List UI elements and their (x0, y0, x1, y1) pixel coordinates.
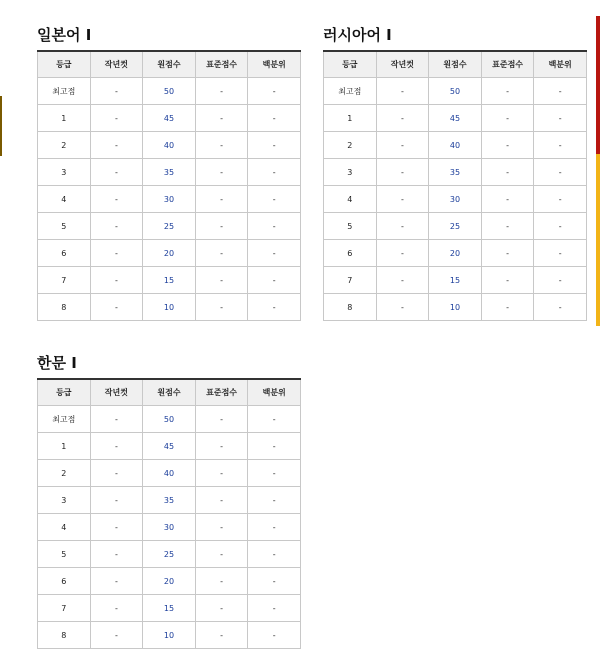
cell-percentile: - (248, 159, 301, 186)
cell-last-year-cut: - (376, 105, 429, 132)
cell-standard-score: - (195, 433, 248, 460)
cell-standard-score: - (195, 159, 248, 186)
cell-raw-score: 30 (143, 186, 196, 213)
cell-raw-score: 15 (143, 267, 196, 294)
cell-percentile: - (248, 186, 301, 213)
cell-percentile: - (534, 267, 587, 294)
table-row (38, 186, 301, 213)
grade-table (37, 50, 301, 321)
cell-standard-score: - (195, 460, 248, 487)
cell-raw-score: 15 (143, 595, 196, 622)
cell-last-year-cut: - (376, 159, 429, 186)
table-row (324, 132, 587, 159)
cell-standard-score: - (481, 213, 534, 240)
section-title: 러시아어 I (323, 26, 392, 44)
cell-last-year-cut: - (90, 406, 143, 433)
cell-percentile: - (534, 105, 587, 132)
cell-percentile: - (534, 78, 587, 105)
side-banner-red (596, 16, 600, 154)
page-edge-decoration (0, 96, 2, 156)
cell-standard-score: - (195, 568, 248, 595)
cell-standard-score: - (195, 294, 248, 321)
cell-raw-score: 25 (429, 213, 482, 240)
cell-standard-score: - (481, 159, 534, 186)
cell-percentile: - (534, 213, 587, 240)
cell-grade: 1 (38, 433, 91, 460)
cell-percentile: - (534, 240, 587, 267)
table-row (38, 132, 301, 159)
cell-percentile: - (248, 132, 301, 159)
cell-standard-score: - (481, 294, 534, 321)
cell-raw-score: 45 (143, 105, 196, 132)
column-header-standard-score: 표준점수 (195, 51, 248, 78)
cell-last-year-cut: - (376, 186, 429, 213)
cell-standard-score: - (481, 267, 534, 294)
section-title: 한문 I (37, 354, 77, 372)
grade-table (37, 378, 301, 649)
cell-grade: 3 (324, 159, 377, 186)
cell-grade: 8 (38, 294, 91, 321)
cell-grade: 5 (324, 213, 377, 240)
cell-grade: 최고점 (38, 406, 91, 433)
table-header-row (38, 379, 301, 406)
cell-grade: 3 (38, 487, 91, 514)
cell-last-year-cut: - (90, 132, 143, 159)
cell-last-year-cut: - (376, 294, 429, 321)
table-row (38, 595, 301, 622)
cell-percentile: - (248, 406, 301, 433)
cell-raw-score: 10 (143, 622, 196, 649)
table-row (38, 213, 301, 240)
cell-last-year-cut: - (376, 132, 429, 159)
table-row (38, 105, 301, 132)
table-row (324, 267, 587, 294)
table-row (38, 240, 301, 267)
cell-raw-score: 50 (143, 406, 196, 433)
cell-last-year-cut: - (90, 568, 143, 595)
table-row (38, 568, 301, 595)
table-row (324, 240, 587, 267)
cell-raw-score: 25 (143, 213, 196, 240)
cell-raw-score: 50 (429, 78, 482, 105)
cell-grade: 5 (38, 213, 91, 240)
grade-table (323, 50, 587, 321)
cell-last-year-cut: - (90, 159, 143, 186)
cell-percentile: - (534, 294, 587, 321)
cell-percentile: - (534, 186, 587, 213)
cell-standard-score: - (195, 78, 248, 105)
section-title: 일본어 I (37, 26, 92, 44)
cell-raw-score: 40 (143, 460, 196, 487)
cell-standard-score: - (481, 240, 534, 267)
cell-standard-score: - (195, 105, 248, 132)
cell-standard-score: - (195, 240, 248, 267)
cell-percentile: - (248, 213, 301, 240)
cell-grade: 4 (38, 514, 91, 541)
cell-last-year-cut: - (376, 213, 429, 240)
table-row (38, 159, 301, 186)
cell-raw-score: 20 (143, 240, 196, 267)
cell-raw-score: 40 (143, 132, 196, 159)
cell-raw-score: 45 (429, 105, 482, 132)
cell-percentile: - (248, 78, 301, 105)
cell-last-year-cut: - (90, 186, 143, 213)
cell-last-year-cut: - (90, 622, 143, 649)
cell-grade: 8 (38, 622, 91, 649)
cell-standard-score: - (481, 186, 534, 213)
table-row (38, 406, 301, 433)
cell-percentile: - (248, 514, 301, 541)
cell-grade: 최고점 (324, 78, 377, 105)
cell-raw-score: 10 (143, 294, 196, 321)
table-header-row (38, 51, 301, 78)
column-header-last-year-cut: 작년컷 (376, 51, 429, 78)
cell-last-year-cut: - (90, 78, 143, 105)
column-header-standard-score: 표준점수 (481, 51, 534, 78)
cell-standard-score: - (195, 406, 248, 433)
cell-last-year-cut: - (90, 433, 143, 460)
section-japanese (37, 24, 301, 321)
cell-percentile: - (248, 294, 301, 321)
table-row (38, 541, 301, 568)
cell-grade: 2 (38, 460, 91, 487)
table-row (38, 78, 301, 105)
cell-last-year-cut: - (90, 105, 143, 132)
cell-standard-score: - (195, 267, 248, 294)
cell-last-year-cut: - (376, 267, 429, 294)
cell-raw-score: 35 (429, 159, 482, 186)
cell-percentile: - (534, 159, 587, 186)
cell-raw-score: 15 (429, 267, 482, 294)
column-header-percentile: 백분위 (248, 51, 301, 78)
side-banner-yellow (596, 154, 600, 326)
cell-raw-score: 20 (143, 568, 196, 595)
cell-raw-score: 45 (143, 433, 196, 460)
column-header-grade: 등급 (324, 51, 377, 78)
cell-grade: 최고점 (38, 78, 91, 105)
section-russian (323, 24, 587, 321)
cell-percentile: - (248, 240, 301, 267)
cell-last-year-cut: - (90, 514, 143, 541)
cell-percentile: - (248, 541, 301, 568)
column-header-grade: 등급 (38, 51, 91, 78)
cell-grade: 1 (38, 105, 91, 132)
table-row (38, 294, 301, 321)
cell-grade: 8 (324, 294, 377, 321)
cell-raw-score: 25 (143, 541, 196, 568)
cell-percentile: - (248, 105, 301, 132)
cell-last-year-cut: - (376, 240, 429, 267)
cell-standard-score: - (195, 541, 248, 568)
cell-raw-score: 35 (143, 487, 196, 514)
column-header-raw-score: 원점수 (429, 51, 482, 78)
table-header-row (324, 51, 587, 78)
cell-raw-score: 20 (429, 240, 482, 267)
column-header-raw-score: 원점수 (143, 379, 196, 406)
cell-percentile: - (248, 568, 301, 595)
cell-grade: 2 (38, 132, 91, 159)
cell-last-year-cut: - (90, 240, 143, 267)
cell-standard-score: - (481, 105, 534, 132)
column-header-standard-score: 표준점수 (195, 379, 248, 406)
column-header-last-year-cut: 작년컷 (90, 51, 143, 78)
cell-percentile: - (248, 595, 301, 622)
cell-raw-score: 30 (143, 514, 196, 541)
table-row (38, 460, 301, 487)
column-header-percentile: 백분위 (248, 379, 301, 406)
column-header-raw-score: 원점수 (143, 51, 196, 78)
cell-grade: 4 (38, 186, 91, 213)
cell-grade: 6 (324, 240, 377, 267)
cell-grade: 6 (38, 568, 91, 595)
cell-last-year-cut: - (90, 213, 143, 240)
cell-grade: 1 (324, 105, 377, 132)
cell-grade: 2 (324, 132, 377, 159)
cell-last-year-cut: - (90, 595, 143, 622)
cell-standard-score: - (195, 213, 248, 240)
table-row (38, 267, 301, 294)
cell-grade: 7 (38, 267, 91, 294)
table-row (38, 487, 301, 514)
cell-standard-score: - (481, 132, 534, 159)
cell-last-year-cut: - (90, 294, 143, 321)
cell-raw-score: 30 (429, 186, 482, 213)
table-row (324, 78, 587, 105)
section-hanmun (37, 352, 301, 649)
table-row (324, 159, 587, 186)
cell-standard-score: - (195, 132, 248, 159)
cell-raw-score: 10 (429, 294, 482, 321)
cell-grade: 5 (38, 541, 91, 568)
cell-percentile: - (248, 267, 301, 294)
cell-standard-score: - (481, 78, 534, 105)
cell-grade: 3 (38, 159, 91, 186)
table-row (324, 105, 587, 132)
table-row (324, 294, 587, 321)
cell-grade: 7 (38, 595, 91, 622)
cell-percentile: - (248, 622, 301, 649)
column-header-percentile: 백분위 (534, 51, 587, 78)
cell-percentile: - (248, 433, 301, 460)
table-row (324, 186, 587, 213)
cell-grade: 4 (324, 186, 377, 213)
cell-percentile: - (248, 460, 301, 487)
cell-standard-score: - (195, 487, 248, 514)
cell-last-year-cut: - (90, 460, 143, 487)
cell-standard-score: - (195, 514, 248, 541)
cell-raw-score: 50 (143, 78, 196, 105)
cell-standard-score: - (195, 595, 248, 622)
table-row (38, 514, 301, 541)
cell-standard-score: - (195, 622, 248, 649)
cell-percentile: - (534, 132, 587, 159)
table-row (38, 433, 301, 460)
cell-grade: 6 (38, 240, 91, 267)
cell-last-year-cut: - (376, 78, 429, 105)
table-row (38, 622, 301, 649)
cell-raw-score: 35 (143, 159, 196, 186)
cell-last-year-cut: - (90, 541, 143, 568)
cell-last-year-cut: - (90, 487, 143, 514)
cell-percentile: - (248, 487, 301, 514)
cell-last-year-cut: - (90, 267, 143, 294)
column-header-grade: 등급 (38, 379, 91, 406)
cell-grade: 7 (324, 267, 377, 294)
cell-standard-score: - (195, 186, 248, 213)
table-row (324, 213, 587, 240)
column-header-last-year-cut: 작년컷 (90, 379, 143, 406)
cell-raw-score: 40 (429, 132, 482, 159)
